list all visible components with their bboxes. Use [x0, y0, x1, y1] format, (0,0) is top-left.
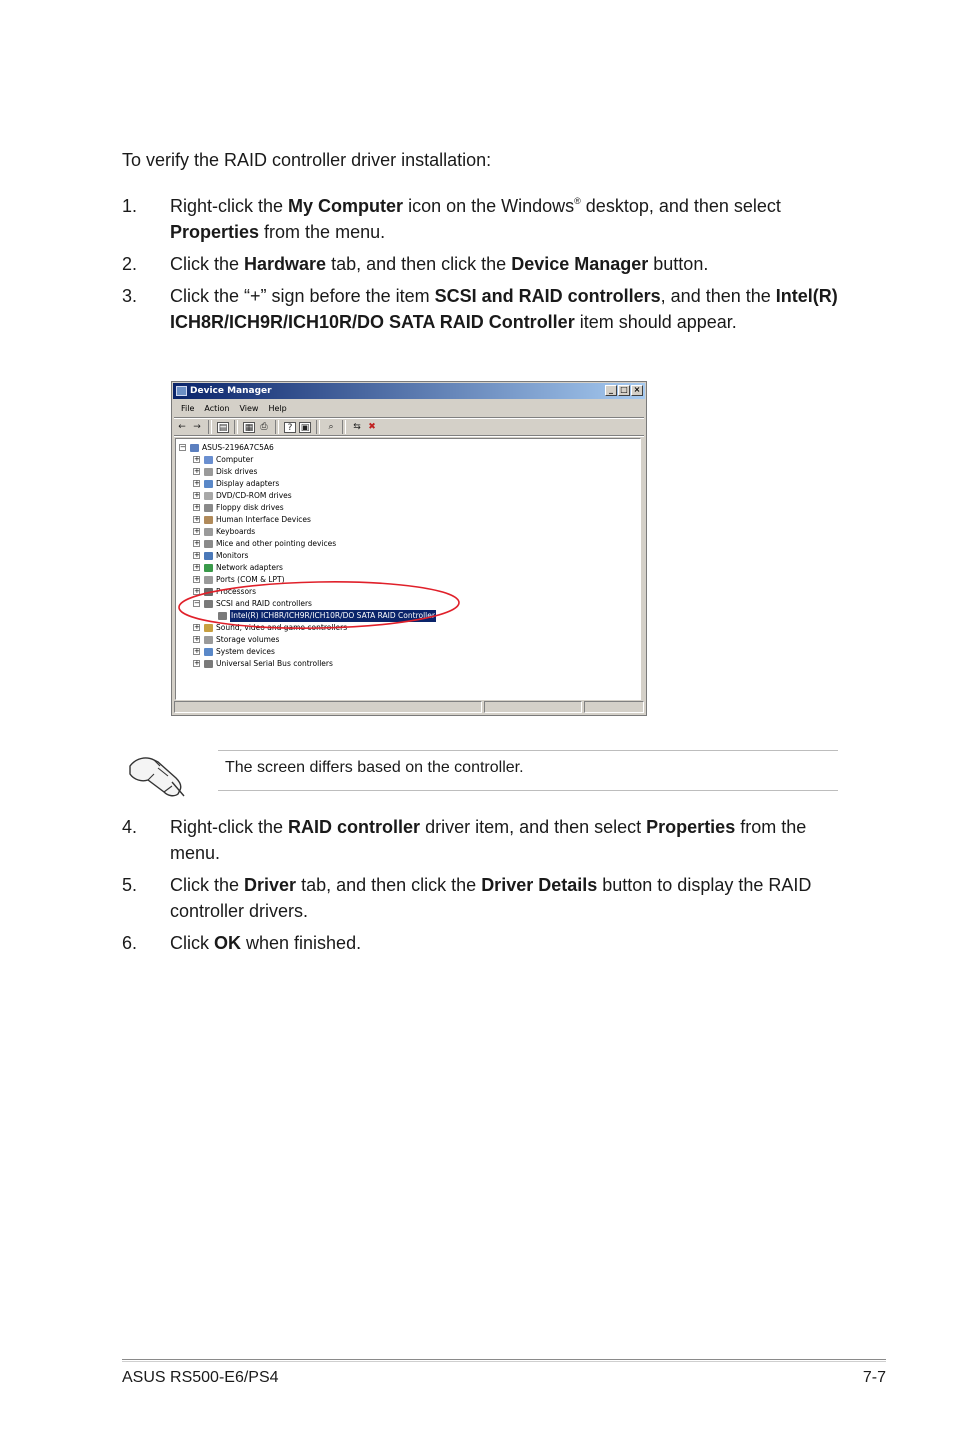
device-category-icon: [204, 576, 213, 584]
bold-term: Device Manager: [511, 254, 649, 274]
collapse-icon[interactable]: −: [180, 443, 186, 451]
tree-item[interactable]: [179, 442, 619, 454]
device-manager-window: [171, 381, 647, 716]
bold-term: Properties: [646, 817, 736, 837]
expand-icon[interactable]: +: [194, 587, 200, 595]
expand-icon[interactable]: +: [194, 479, 200, 487]
tree-item[interactable]: [193, 490, 633, 502]
expand-icon[interactable]: +: [194, 647, 200, 655]
footer-rule: [122, 1361, 886, 1362]
step-5: 5. Click the Driver tab, and then click the Driver Details button to display the RAID controller drivers.: [122, 872, 838, 924]
tree-item-label: ASUS-2196A7C5A6: [202, 443, 274, 452]
step-number: 1.: [122, 196, 138, 216]
tree-item[interactable]: [193, 646, 633, 658]
tree-item-label: Universal Serial Bus controllers: [216, 659, 333, 668]
device-category-icon: [204, 504, 213, 512]
step-3: 3. Click the “+” sign before the item SCSI and RAID controllers, and then the Intel(R) ICH8R/ICH9R/ICH10R/DO SATA RAID Controller item should appear.: [122, 283, 838, 335]
tree-item-label: Display adapters: [216, 479, 280, 488]
menu-action[interactable]: Action: [204, 404, 230, 413]
expand-icon[interactable]: +: [194, 539, 200, 547]
tree-item-label: DVD/CD-ROM drives: [216, 491, 292, 500]
collapse-icon[interactable]: −: [194, 599, 200, 607]
tree-item[interactable]: [193, 478, 633, 490]
tree-item-label: Disk drives: [216, 467, 258, 476]
note-bottom-rule: [218, 790, 838, 791]
note-text: The screen differs based on the controller.: [225, 759, 524, 776]
window-title: Device Manager: [190, 386, 272, 396]
tree-item-label: Network adapters: [216, 563, 283, 572]
expand-icon[interactable]: +: [194, 455, 200, 463]
tree-item[interactable]: [193, 574, 633, 586]
step-6: 6. Click OK when finished.: [122, 930, 838, 956]
menu-help[interactable]: Help: [268, 404, 287, 413]
toolbar-separator: [234, 420, 238, 434]
step-number: 4.: [122, 817, 138, 837]
device-category-icon: [204, 636, 213, 644]
device-category-icon: [204, 564, 213, 572]
status-bar: [174, 701, 644, 713]
status-pane: [584, 701, 644, 713]
registered-mark: ®: [574, 196, 581, 206]
step-2: 2. Click the Hardware tab, and then click the Device Manager button.: [122, 251, 838, 277]
footer-page-number: 7-7: [862, 1369, 886, 1386]
back-arrow-icon[interactable]: ←: [178, 421, 186, 432]
step-number: 2.: [122, 254, 138, 274]
footer-product-name: ASUS RS500-E6/PS4: [122, 1369, 279, 1386]
note-top-rule: [218, 750, 838, 751]
scan-hardware-icon[interactable]: ⌕: [328, 421, 334, 432]
expand-icon[interactable]: +: [194, 491, 200, 499]
device-tree[interactable]: [175, 438, 641, 700]
hand-pointing-icon: [128, 752, 188, 798]
tree-item-label: Processors: [216, 587, 257, 596]
device-category-icon: [218, 612, 227, 620]
tree-item-label: Intel(R) ICH8R/ICH9R/ICH10R/DO SATA RAID Controller: [231, 611, 435, 620]
forward-arrow-icon[interactable]: →: [193, 421, 201, 432]
device-category-icon: [204, 624, 213, 632]
expand-icon[interactable]: +: [194, 527, 200, 535]
expand-icon[interactable]: +: [194, 503, 200, 511]
tree-item[interactable]: [193, 550, 633, 562]
status-pane: [174, 701, 482, 713]
expand-icon[interactable]: +: [194, 563, 200, 571]
properties-icon[interactable]: ▦: [244, 422, 254, 433]
tree-item-label: Storage volumes: [216, 635, 280, 644]
title-bar: [173, 383, 645, 399]
device-category-icon: [204, 648, 213, 656]
expand-icon[interactable]: +: [194, 551, 200, 559]
help-icon[interactable]: ?: [284, 422, 296, 433]
device-category-icon: [204, 552, 213, 560]
tree-item[interactable]: [193, 598, 633, 610]
tree-item[interactable]: [193, 538, 633, 550]
expand-icon[interactable]: +: [194, 635, 200, 643]
expand-icon[interactable]: +: [194, 575, 200, 583]
bold-term: OK: [214, 933, 241, 953]
tree-item[interactable]: [193, 514, 633, 526]
close-button[interactable]: ×: [631, 385, 643, 396]
tree-item-label: Computer: [216, 455, 254, 464]
expand-icon[interactable]: +: [194, 467, 200, 475]
menu-bar: [176, 402, 292, 416]
tree-item-label: Mice and other pointing devices: [216, 539, 337, 548]
show-hide-tree-icon[interactable]: ▤: [218, 422, 228, 433]
tree-item-label: System devices: [216, 647, 275, 656]
step-number: 3.: [122, 286, 138, 306]
tree-item-label: SCSI and RAID controllers: [216, 599, 312, 608]
steps-list-second: [122, 814, 838, 962]
tree-item-label: Sound, video and game controllers: [216, 623, 348, 632]
bold-term: Hardware: [244, 254, 327, 274]
step-number: 5.: [122, 875, 138, 895]
bold-term: SCSI and RAID controllers: [434, 286, 661, 306]
intro-text: To verify the RAID controller driver installation:: [122, 150, 492, 170]
bold-term: RAID controller: [288, 817, 421, 837]
device-category-icon: [204, 456, 213, 464]
menu-file[interactable]: File: [181, 404, 195, 413]
maximize-button[interactable]: □: [618, 385, 630, 396]
device-category-icon: [204, 528, 213, 536]
view-icon[interactable]: ▣: [300, 422, 310, 433]
toolbar-separator: [342, 420, 346, 434]
tree-item[interactable]: [193, 562, 633, 574]
device-category-icon: [204, 540, 213, 548]
bold-term: My Computer: [288, 196, 404, 216]
toolbar: [176, 419, 378, 435]
device-category-icon: [204, 588, 213, 596]
tree-item-selected[interactable]: [207, 610, 647, 622]
tree-item[interactable]: [193, 526, 633, 538]
status-pane: [484, 701, 582, 713]
bold-term: Intel(R) ICH8R/ICH9R/ICH10R/DO SATA RAID Controller: [170, 286, 838, 332]
expand-icon[interactable]: +: [194, 659, 200, 667]
expand-icon[interactable]: +: [194, 515, 200, 523]
device-category-icon: [204, 516, 213, 524]
menu-view[interactable]: View: [239, 404, 259, 413]
tree-item-label: Floppy disk drives: [216, 503, 284, 512]
bold-term: Driver Details: [481, 875, 598, 895]
device-category-icon: [204, 600, 213, 608]
update-driver-icon[interactable]: ⇆: [353, 421, 361, 432]
toolbar-separator: [208, 420, 212, 434]
expand-icon[interactable]: +: [194, 623, 200, 631]
tree-item[interactable]: [193, 466, 633, 478]
bold-term: Driver: [244, 875, 297, 895]
tree-item[interactable]: [193, 454, 633, 466]
step-4: 4. Right-click the RAID controller driver item, and then select Properties from the menu.: [122, 814, 838, 866]
device-manager-icon: [176, 386, 187, 396]
toolbar-separator: [275, 420, 279, 434]
print-icon[interactable]: ⎙: [260, 421, 268, 432]
minimize-button[interactable]: _: [605, 385, 617, 396]
tree-item[interactable]: [193, 658, 633, 670]
toolbar-separator: [316, 420, 320, 434]
device-category-icon: [204, 480, 213, 488]
device-category-icon: [204, 660, 213, 668]
bold-term: Properties: [170, 222, 260, 242]
tree-item[interactable]: [193, 586, 633, 598]
tree-item[interactable]: [193, 622, 633, 634]
tree-item[interactable]: [193, 634, 633, 646]
steps-list-first: [122, 193, 838, 341]
step-1: 1. Right-click the My Computer icon on the Windows® desktop, and then select Properties from the menu.: [122, 193, 838, 245]
device-category-icon: [204, 468, 213, 476]
footer-rule: [122, 1359, 886, 1360]
step-number: 6.: [122, 933, 138, 953]
toolbar-divider: [174, 435, 644, 437]
tree-item-label: Keyboards: [216, 527, 256, 536]
tree-item-label: Ports (COM & LPT): [216, 575, 285, 584]
device-category-icon: [204, 492, 213, 500]
tree-item-label: Monitors: [216, 551, 249, 560]
device-category-icon: [190, 444, 199, 452]
tree-item-label: Human Interface Devices: [216, 515, 311, 524]
tree-item[interactable]: [193, 502, 633, 514]
disable-device-icon[interactable]: ✖: [368, 421, 376, 432]
